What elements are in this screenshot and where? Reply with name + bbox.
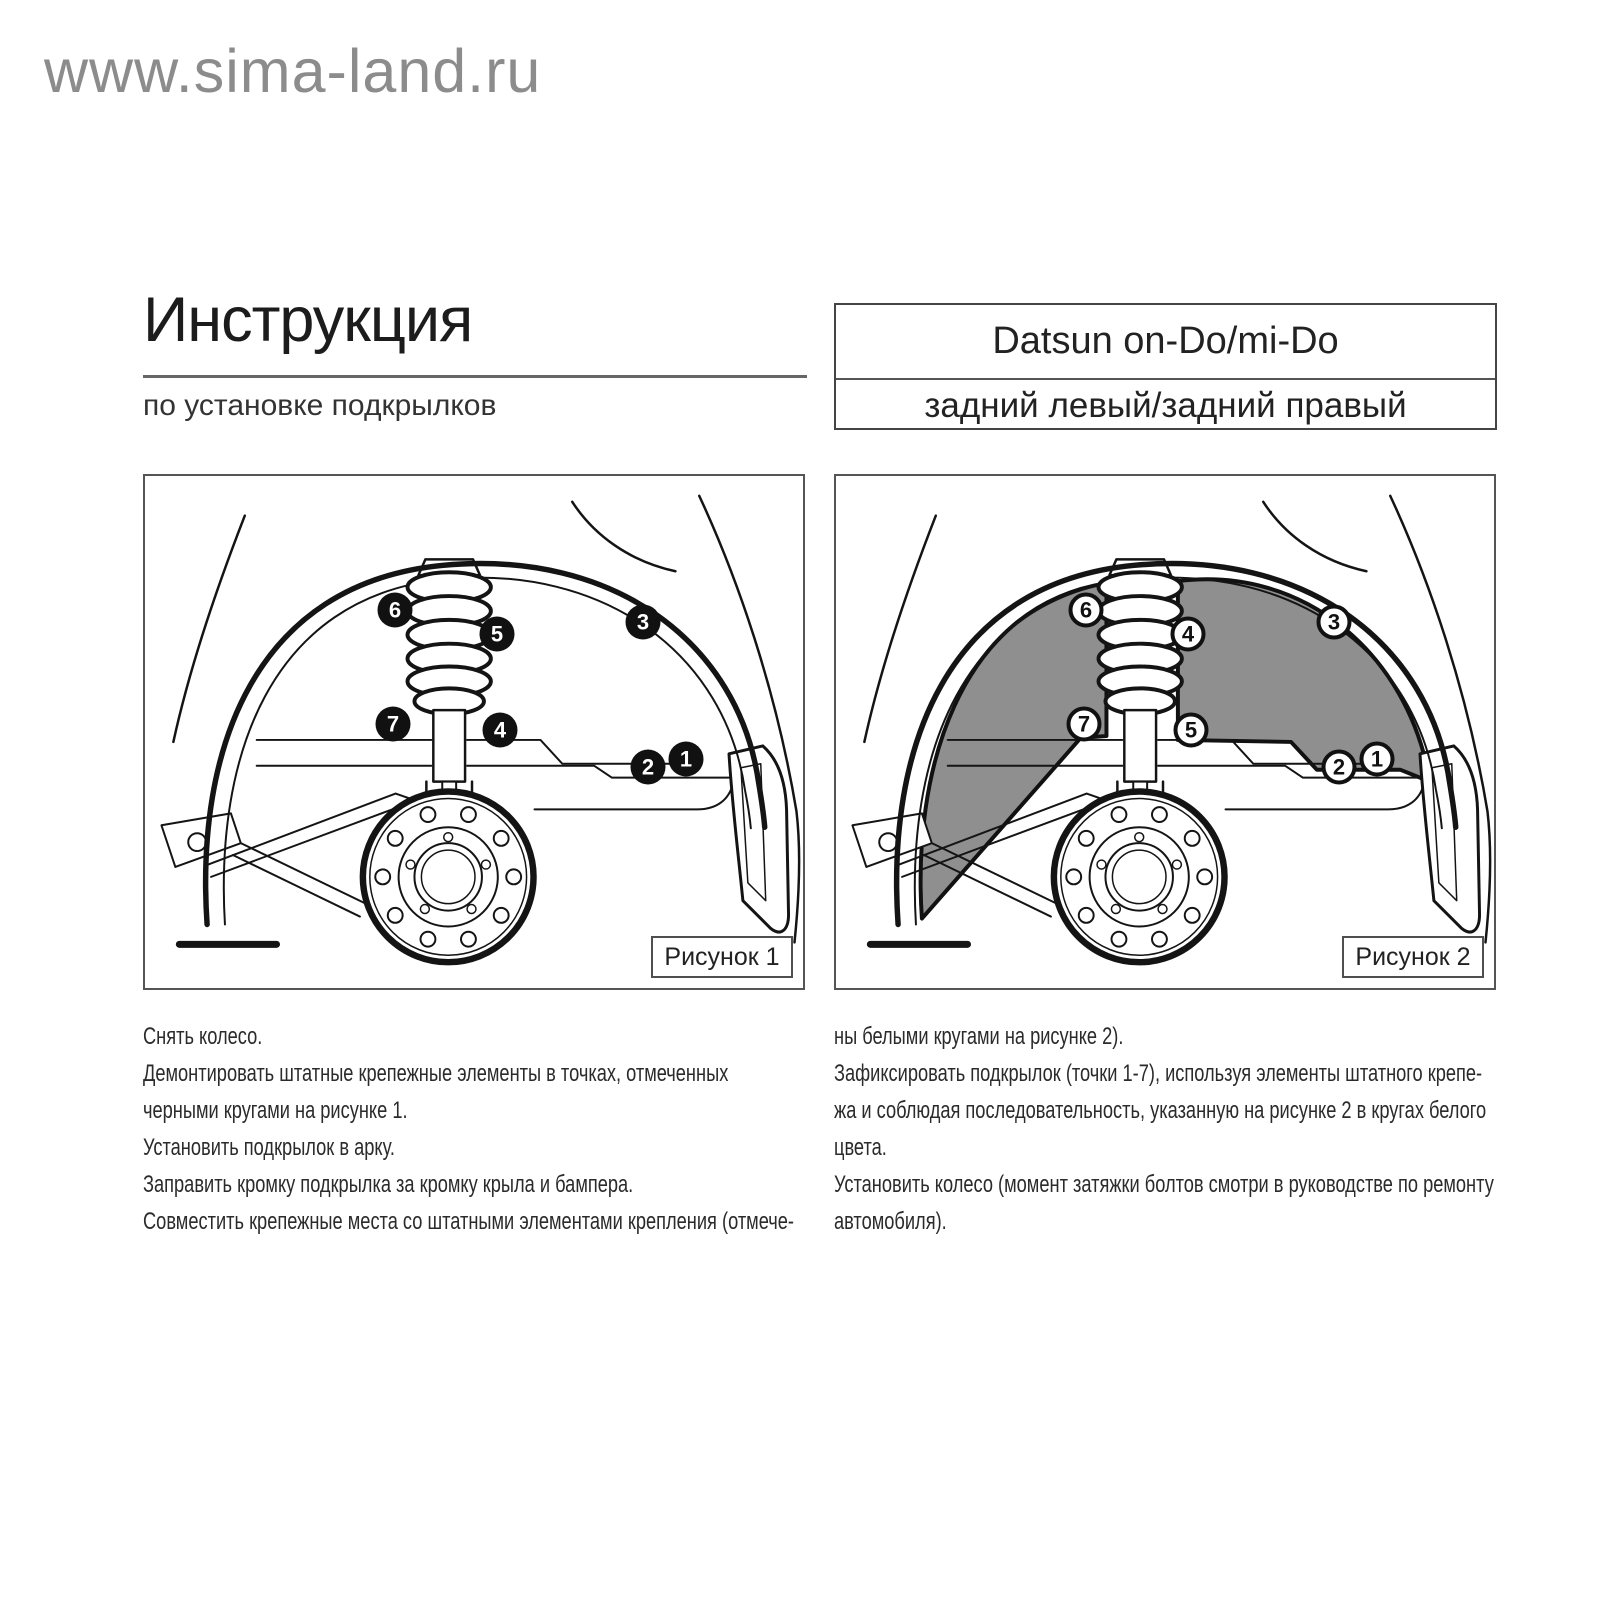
instruction-line: Совместить крепежные места со штатными элементами крепления (отмече- <box>143 1208 794 1235</box>
instruction-line: цвета. <box>834 1134 887 1161</box>
instruction-line: Установить колесо (момент затяжки болтов смотри в руководстве по ремонту <box>834 1171 1494 1198</box>
watermark-sima-land: www.sima-land.ru <box>44 37 542 105</box>
instruction-line: Снять колесо. <box>143 1023 263 1050</box>
mount-point-marker: 4 <box>483 713 518 748</box>
instruction-line: ны белыми кругами на рисунке 2). <box>834 1023 1124 1050</box>
page-subtitle: по установке подкрылков <box>143 389 497 422</box>
mount-point-marker: 2 <box>631 750 666 785</box>
instruction-line: Заправить кромку подкрылка за кромку крыла и бампера. <box>143 1171 634 1198</box>
figure-2-wheel-arch-diagram-with-liner <box>834 474 1496 990</box>
instruction-line: жа и соблюдая последовательность, указанную на рисунке 2 в кругах белого <box>834 1097 1487 1124</box>
figure-caption: Рисунок 2 <box>1342 936 1484 978</box>
wheel-arch-drawing-with-liner <box>836 476 1494 988</box>
instruction-line: автомобиля). <box>834 1208 947 1235</box>
mount-point-marker: 1 <box>669 742 704 777</box>
instruction-line: Установить подкрылок в арку. <box>143 1134 395 1161</box>
mount-point-marker: 2 <box>1322 750 1357 785</box>
title-divider <box>143 375 807 378</box>
instruction-line: черными кругами на рисунке 1. <box>143 1097 408 1124</box>
instruction-line: Зафиксировать подкрылок (точки 1-7), используя элементы штатного крепе- <box>834 1060 1483 1087</box>
instruction-line: Демонтировать штатные крепежные элементы в точках, отмеченных <box>143 1060 729 1087</box>
instructions-right-column <box>834 1018 1506 1240</box>
mount-point-marker: 3 <box>1317 605 1352 640</box>
mount-point-marker: 6 <box>378 593 413 628</box>
mount-point-marker: 7 <box>1067 707 1102 742</box>
mount-point-marker: 1 <box>1360 742 1395 777</box>
mount-point-marker: 5 <box>480 617 515 652</box>
model-position: задний левый/задний правый <box>924 386 1407 425</box>
model-name: Datsun on-Do/mi-Do <box>836 305 1495 380</box>
mount-point-marker: 3 <box>626 605 661 640</box>
mount-point-marker: 6 <box>1069 593 1104 628</box>
page-title: Инструкция <box>143 285 473 355</box>
figure-caption: Рисунок 1 <box>651 936 793 978</box>
mount-point-marker: 5 <box>1174 713 1209 748</box>
mount-point-marker: 7 <box>376 707 411 742</box>
figure-1-wheel-arch-diagram <box>143 474 805 990</box>
model-header-box <box>834 303 1497 430</box>
wheel-arch-drawing <box>145 476 803 988</box>
instructions-left-column <box>143 1018 815 1240</box>
mount-point-marker: 4 <box>1171 617 1206 652</box>
